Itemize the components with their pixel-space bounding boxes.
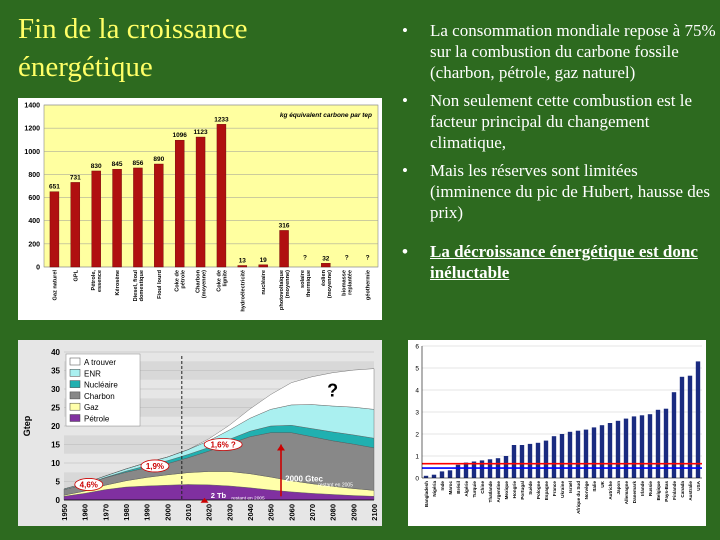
- bullet-item: • Non seulement cette combustion est le facteur principal du changement climatique,: [402, 91, 693, 152]
- y-tick-label: 1: [415, 453, 419, 461]
- category-label: UK: [600, 481, 605, 488]
- slide-title: Fin de la croissance énergétique: [18, 13, 248, 83]
- y-tick-label: 10: [51, 459, 60, 468]
- bar-value-label: 1233: [214, 116, 229, 124]
- y-tick-label: 0: [55, 496, 60, 505]
- bar: [592, 427, 596, 478]
- category-label: Suède: [528, 481, 533, 495]
- bar-value-label: 1096: [172, 132, 187, 140]
- bullet-text: Non seulement cette combustion est le facteur principal du changement climatique,: [430, 91, 693, 152]
- bar: [696, 361, 700, 478]
- category-label: Espagne: [544, 481, 549, 501]
- bar: [464, 463, 468, 478]
- bar: [512, 445, 516, 478]
- x-tick-label: 2100: [370, 504, 379, 521]
- bar: [536, 443, 540, 478]
- category-label: (moyenne): [285, 270, 292, 299]
- bar: [175, 140, 184, 267]
- category-label: essence: [97, 270, 104, 293]
- bar-value-label: 651: [49, 183, 60, 191]
- category-label: domestique: [138, 270, 145, 302]
- y-tick-label: 600: [28, 195, 40, 203]
- legend-label: Pétrole: [84, 414, 110, 424]
- category-label: Nigéria: [432, 481, 437, 497]
- legend-swatch: [70, 392, 80, 399]
- carbon-intensity-chart-svg: [18, 98, 382, 320]
- category-label: hydroélectricité: [240, 270, 247, 312]
- category-label: Argentine: [496, 481, 501, 503]
- category-label: Danemark: [632, 481, 637, 504]
- annotation-growth: 1,6% ?: [210, 440, 236, 450]
- x-tick-label: 2020: [204, 504, 214, 521]
- y-tick-label: 0: [415, 475, 419, 483]
- bar: [608, 423, 612, 478]
- annotation-growth: 1,9%: [145, 461, 165, 471]
- bar: [432, 475, 436, 478]
- bar-value-label: 32: [322, 255, 330, 263]
- energy-production-chart-svg: [18, 340, 382, 526]
- legend-swatch: [70, 403, 80, 410]
- conclusion-text: La décroissance énergétique est donc inéluctable: [430, 242, 698, 282]
- bar-value-label: ?: [365, 254, 370, 262]
- bar-value-label: 856: [132, 159, 144, 167]
- category-label: Pétrole,: [91, 270, 98, 291]
- y-tick-label: 200: [28, 241, 40, 249]
- y-tick-label: 20: [51, 422, 60, 431]
- category-label: Charbon: [195, 270, 202, 293]
- bar: [259, 265, 268, 267]
- y-tick-label: 800: [28, 171, 40, 179]
- bullet-item: • Mais les réserves sont limitées (imminence du pic de Hubert, hausse des prix): [402, 161, 710, 222]
- category-label: Australie: [688, 481, 693, 501]
- y-tick-label: 3: [415, 409, 419, 417]
- bar: [217, 124, 226, 267]
- conclusion-item: • La décroissance énergétique est donc inéluctable: [402, 242, 698, 282]
- x-tick-label: 2090: [349, 504, 359, 521]
- annotation-question: ?: [327, 380, 339, 401]
- bar: [456, 465, 460, 478]
- category-label: Pologne: [536, 481, 541, 500]
- category-label: thermique: [305, 270, 312, 298]
- bar: [584, 430, 588, 478]
- y-tick-label: 15: [51, 440, 60, 450]
- x-tick-label: 2040: [246, 504, 255, 521]
- bar: [544, 441, 548, 478]
- y-tick-label: 25: [51, 403, 60, 413]
- y-tick-label: 400: [28, 218, 40, 226]
- y-tick-label: 30: [51, 385, 60, 394]
- y-tick-label: 1000: [24, 148, 40, 156]
- y-tick-label: 6: [415, 343, 419, 351]
- annotation-reserve-note: restant en 2005: [318, 482, 353, 489]
- category-label: Afrique du Sud: [576, 481, 581, 514]
- y-tick-label: 5: [415, 365, 419, 373]
- bar: [440, 471, 444, 478]
- category-label: Autriche: [608, 481, 613, 500]
- x-tick-label: 2010: [184, 504, 193, 521]
- bar: [113, 169, 122, 267]
- bar: [520, 445, 524, 478]
- bar: [688, 376, 692, 478]
- x-tick-label: 2030: [225, 504, 235, 521]
- energy-production-chart: [18, 340, 382, 526]
- y-tick-label: 40: [51, 348, 60, 357]
- bar: [552, 436, 556, 478]
- legend-swatch: [70, 369, 80, 376]
- x-tick-label: 2070: [308, 504, 317, 521]
- carbon-intensity-chart: [18, 98, 382, 320]
- y-axis-label: Gtep: [22, 415, 32, 437]
- category-label: (moyenne): [326, 270, 333, 299]
- category-label: Norvège: [584, 481, 589, 500]
- bar: [154, 164, 163, 267]
- bar: [71, 182, 80, 267]
- y-tick-label: 35: [51, 366, 60, 376]
- bar: [680, 377, 684, 478]
- category-label: Maroc: [448, 481, 453, 495]
- bar: [576, 431, 580, 478]
- x-tick-label: 1950: [60, 504, 69, 521]
- legend-swatch: [70, 358, 80, 365]
- category-label: Italie: [592, 481, 597, 492]
- category-label: Hongrie: [512, 481, 517, 499]
- category-label: éolien: [320, 270, 327, 287]
- bar: [448, 470, 452, 478]
- bar: [238, 265, 247, 267]
- category-label: replantée: [347, 270, 354, 295]
- chart-title: kg équivalent carbone par tep: [279, 112, 372, 119]
- y-tick-label: 5: [55, 477, 60, 487]
- category-label: Mexique: [504, 481, 509, 500]
- bar-value-label: 845: [111, 161, 123, 169]
- category-label: (moyenne): [201, 270, 208, 299]
- annotation-growth: 4,6%: [79, 480, 98, 490]
- bar: [133, 168, 142, 267]
- category-label: Canada: [680, 481, 685, 498]
- category-label: Ukraine: [560, 481, 565, 498]
- category-label: Israël: [568, 481, 573, 494]
- bullet-item: • La consommation mondiale repose à 75% sur la combustion du carbone fossile (charbon, pétrole, gaz naturel): [402, 21, 716, 82]
- bar: [50, 192, 59, 267]
- x-tick-label: 1970: [101, 504, 111, 521]
- annotation-oil: 2 Tb: [210, 491, 227, 501]
- bar: [504, 456, 508, 478]
- category-label: nucléaire: [261, 270, 268, 295]
- bar-value-label: ?: [302, 254, 307, 262]
- category-label: solaire: [299, 270, 306, 289]
- bar: [92, 171, 101, 267]
- legend-label: Gaz: [84, 403, 99, 413]
- bullet-text: Mais les réserves sont limitées (imminence du pic de Hubert, hausse des prix): [430, 161, 710, 222]
- bar-value-label: 1123: [193, 129, 208, 137]
- bar-value-label: 830: [90, 162, 102, 170]
- category-label: photovoltaïque: [279, 270, 286, 311]
- y-tick-label: 1400: [24, 102, 40, 110]
- x-tick-label: 2000: [163, 504, 173, 521]
- category-label: Coke de: [174, 270, 181, 292]
- category-label: Diesel, fioul: [132, 270, 139, 302]
- bar: [672, 392, 676, 478]
- country-consumption-chart: [408, 340, 706, 526]
- annotation-reserve: 2000 Gtec: [285, 474, 323, 484]
- bar-value-label: 890: [153, 156, 165, 164]
- category-label: Brésil: [456, 481, 461, 494]
- category-label: Inde: [440, 481, 445, 491]
- category-label: GPL: [73, 270, 80, 282]
- bar: [568, 432, 572, 478]
- category-label: Bangladesh: [424, 481, 429, 508]
- annotation-oil-note: restant en 2005: [231, 496, 265, 502]
- category-label: pétrole: [180, 270, 187, 289]
- bar-value-label: 13: [238, 257, 246, 265]
- x-tick-label: 2060: [287, 504, 297, 521]
- bar-value-label: ?: [344, 254, 349, 262]
- category-label: Allemagne: [624, 481, 629, 505]
- bar: [600, 425, 604, 478]
- category-label: USA: [696, 481, 701, 491]
- category-label: Japon: [616, 481, 621, 495]
- category-label: Turquie: [472, 481, 477, 498]
- x-tick-label: 1960: [80, 504, 90, 521]
- x-tick-label: 1990: [142, 504, 152, 521]
- legend-label: ENR: [84, 369, 101, 379]
- category-label: biomasse: [341, 270, 348, 296]
- bar: [616, 421, 620, 478]
- category-label: France: [552, 481, 557, 497]
- bar: [560, 434, 564, 478]
- bar-value-label: 316: [278, 222, 290, 230]
- category-label: Gaz naturel: [52, 270, 59, 301]
- category-label: Irlande: [640, 481, 645, 497]
- category-label: Chine: [480, 481, 485, 494]
- category-label: Kérosène: [115, 270, 122, 296]
- country-consumption-chart-svg: [408, 340, 706, 526]
- x-tick-label: 1980: [122, 504, 131, 521]
- x-tick-label: 2050: [266, 504, 276, 521]
- legend-swatch: [70, 415, 80, 422]
- bar-value-label: 731: [69, 174, 81, 182]
- y-tick-label: 0: [36, 264, 40, 272]
- category-label: Pays-Bas: [664, 481, 669, 502]
- category-label: lignite: [222, 270, 229, 287]
- category-label: Portugal: [520, 481, 525, 500]
- y-tick-label: 4: [415, 387, 419, 395]
- category-label: Algérie: [464, 481, 469, 497]
- category-label: Russie: [648, 481, 653, 497]
- legend-swatch: [70, 381, 80, 388]
- category-label: Coke de: [216, 270, 223, 292]
- bullet-list: [398, 20, 716, 290]
- category-label: Fioul lourd: [156, 270, 163, 299]
- legend-label: Nucléaire: [84, 380, 118, 390]
- category-label: géothermie: [365, 270, 372, 301]
- category-label: Thaïlande: [488, 481, 493, 503]
- category-label: Belgique: [656, 481, 661, 501]
- bar-value-label: 19: [259, 256, 267, 264]
- bar: [424, 476, 428, 478]
- x-tick-label: 2080: [328, 504, 338, 521]
- bar: [280, 230, 289, 267]
- bar: [528, 444, 532, 478]
- y-tick-label: 1200: [24, 125, 40, 133]
- bar: [196, 137, 205, 267]
- bullet-text: La consommation mondiale repose à 75% sur la combustion du carbone fossile (charbon, pétrole, gaz naturel): [430, 21, 716, 82]
- y-tick-label: 2: [415, 431, 419, 439]
- legend-label: A trouver: [84, 358, 117, 367]
- bar: [624, 419, 628, 478]
- category-label: Finlande: [672, 481, 677, 500]
- bar: [321, 263, 330, 267]
- legend-label: Charbon: [84, 391, 115, 401]
